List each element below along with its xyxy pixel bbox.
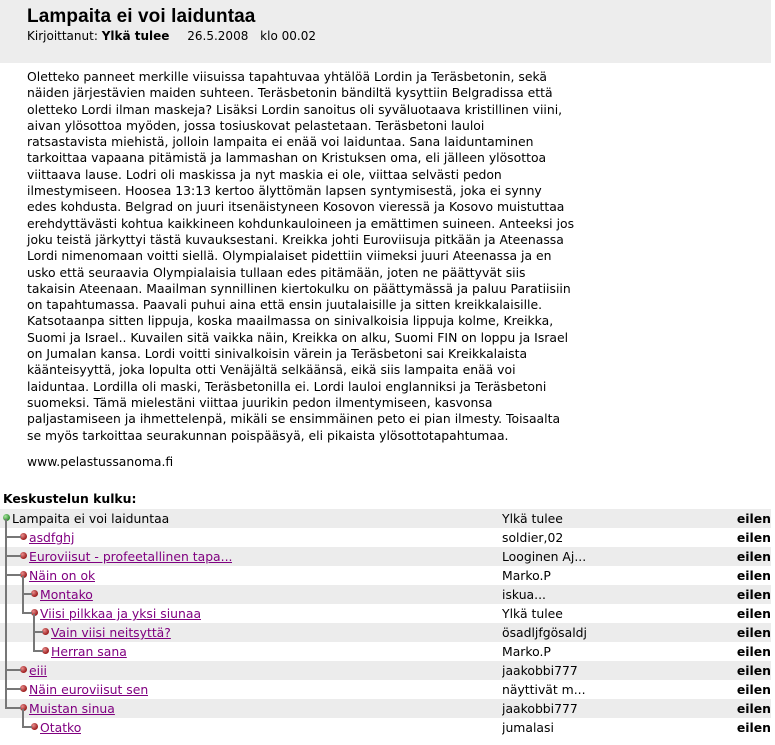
tree-connector-line xyxy=(5,536,21,538)
thread-author: näyttivät m... xyxy=(502,682,586,697)
thread-root-title: Lampaita ei voi laiduntaa xyxy=(12,511,170,526)
thread-tree xyxy=(0,509,775,737)
body-line: paljastamiseen ja ihmettelenpä, mikäli se ensimmäinen peto ei pian ilmesty. Toisaalta xyxy=(27,411,561,427)
body-line: aivan ylösottoa myöden, jossa tosiuskovat pelastetaan. Teräsbetoni lauloi xyxy=(27,117,485,133)
thread-subject xyxy=(29,549,232,564)
post-body xyxy=(27,69,627,444)
thread-author: Marko.P xyxy=(502,644,551,659)
thread-row[interactable] xyxy=(0,642,771,661)
byline-label: Kirjoittanut: xyxy=(27,29,98,43)
thread-subject xyxy=(40,587,93,602)
thread-subject xyxy=(29,701,115,716)
body-line: erehdyttävästi kohtua kaikkineen kohdunkauloineen ja emättimen suineen. Anteeksi jos xyxy=(27,215,575,231)
thread-date: eilen xyxy=(736,720,771,735)
tree-connector-line xyxy=(5,669,21,671)
body-line: Oletteko panneet merkille viisuissa tapahtuvaa yhtälöä Lordin ja Teräsbetonin, sekä xyxy=(27,69,548,84)
thread-row[interactable] xyxy=(0,547,771,566)
thread-reply-link[interactable]: eiii xyxy=(29,663,47,678)
body-line: käänteisyyttä, joka lopulta otti Venäjältä selkäänsä, eikä siis lampaita enää voi xyxy=(27,362,516,378)
thread-date: eilen xyxy=(736,682,771,697)
body-line: Lordi nimenomaan voitti siellä. Olympialaiset pidettiin viimeksi juuri Ateenassa ja en xyxy=(27,248,552,264)
thread-author: ösadljfgösaldj xyxy=(502,625,587,640)
thread-author: jaakobbi777 xyxy=(502,701,578,716)
tree-connector-line xyxy=(22,726,32,728)
tree-connector-line xyxy=(5,688,21,690)
thread-row[interactable] xyxy=(0,699,771,718)
tree-connector-line xyxy=(33,650,43,652)
body-line: Suomi ja Israel.. Kuvailen sitä vaikka näin, Kreikka on alku, Suomi FIN on loppu ja Israel xyxy=(27,329,569,345)
thread-row[interactable] xyxy=(0,718,771,737)
reply-bullet-icon xyxy=(31,723,38,730)
thread-subject xyxy=(51,625,171,640)
thread-reply-link[interactable]: Näin on ok xyxy=(29,568,96,583)
thread-author: Ylkä tulee xyxy=(502,511,563,526)
thread-date: eilen xyxy=(736,644,771,659)
body-line: viittaava lause. Lodri oli maskissa ja nyt maskia ei ole, viittaa selvästi pedon xyxy=(27,166,502,182)
post-byline xyxy=(27,29,316,43)
thread-date: eilen xyxy=(736,701,771,716)
thread-row[interactable] xyxy=(0,585,771,604)
tree-connector-line xyxy=(22,576,24,614)
reply-bullet-icon xyxy=(20,685,27,692)
post-author: Ylkä tulee xyxy=(101,29,170,43)
body-line: laiduntaa. Lordilla oli maski, Teräsbetonilla ei. Lordi lauloi englanniksi ja Teräsbetoni xyxy=(27,378,547,394)
body-line: on Jumalan kansa. Lordi voitti sinivalkoisin värein ja Teräsbetoni sai Kreikkalaista xyxy=(27,346,528,362)
thread-date: eilen xyxy=(736,606,771,621)
reply-bullet-icon xyxy=(42,647,49,654)
thread-reply-link[interactable]: Herran sana xyxy=(51,644,127,659)
thread-subject xyxy=(40,720,81,735)
thread-reply-link[interactable]: Euroviisut - profeetallinen tapa... xyxy=(29,549,233,564)
body-line: tarkoittaa vapaana pitämistä ja lammashan on Kristuksen oma, eli jälleen ylösottoa xyxy=(27,150,547,166)
thread-reply-link[interactable]: Vain viisi neitsyttä? xyxy=(51,625,171,640)
body-line: on tapahtumassa. Paavali puhui aina että ensin juutalaisille ja sitten kreikkalaisille. xyxy=(27,297,543,313)
reply-bullet-icon xyxy=(20,552,27,559)
tree-connector-line xyxy=(5,707,21,709)
body-line: oletteko Lordi ilman maskeja? Lisäksi Lordin sanoitus oli syväluotaava kristillinen viini, xyxy=(27,101,563,117)
thread-author: jaakobbi777 xyxy=(502,663,578,678)
thread-row[interactable] xyxy=(0,604,771,623)
reply-bullet-icon xyxy=(42,628,49,635)
body-line: usko että seuraavia Olympialaisia tullaan edes pitämään, joten ne päättyvät siis xyxy=(27,264,526,280)
thread-subject xyxy=(40,606,201,621)
thread-reply-link[interactable]: Muistan sinua xyxy=(29,701,115,716)
thread-row[interactable] xyxy=(0,623,771,642)
tree-connector-line xyxy=(5,555,21,557)
body-line: näiden järjestävien maiden suhteen. Teräsbetonin bändiltä kysyttiin Belgradissa että xyxy=(27,85,553,101)
reply-bullet-icon xyxy=(20,666,27,673)
body-line: takaisin Ateenaan. Maailman synnillinen kiertokulku on päättymässä ja paluu Paratiisiin xyxy=(27,280,571,296)
thread-reply-link[interactable]: asdfghj xyxy=(29,530,75,545)
source-url: www.pelastussanoma.fi xyxy=(27,454,174,469)
thread-row[interactable] xyxy=(0,566,771,585)
thread-subject xyxy=(29,568,95,583)
tree-connector-line xyxy=(22,612,32,614)
post-date: 26.5.2008 xyxy=(187,29,249,43)
tree-connector-line xyxy=(5,574,21,576)
thread-author: iskua... xyxy=(502,587,546,602)
thread-subject xyxy=(12,511,169,526)
body-line: edes kohdusta. Belgrad on juuri itsenäistyneen Kosovon vieressä ja Kosovo muistuttaa xyxy=(27,199,565,215)
thread-author: Looginen Aj... xyxy=(502,549,587,564)
thread-row[interactable] xyxy=(0,661,771,680)
body-line: se myös tarkoittaa seurakunnan poispääsyä, eli pikaista ylösottotapahtumaa. xyxy=(27,427,509,443)
body-line: suomeksi. Tämä mielestäni viittaa juurikin pedon ilmentymiseen, kasvonsa xyxy=(27,394,493,410)
thread-date: eilen xyxy=(736,549,771,564)
thread-date: eilen xyxy=(736,511,771,526)
body-line: ratsastavista miehistä, jolloin lampaita ei enää voi laiduntaa. Sana laiduntaminen xyxy=(27,134,534,150)
thread-reply-link[interactable]: Näin euroviisut sen xyxy=(29,682,149,697)
thread-reply-link[interactable]: Otatko xyxy=(40,720,82,735)
thread-date: eilen xyxy=(736,568,771,583)
thread-date: eilen xyxy=(736,587,771,602)
tree-connector-line xyxy=(33,614,35,652)
thread-date: eilen xyxy=(736,663,771,678)
thread-row[interactable] xyxy=(0,528,771,547)
thread-subject xyxy=(29,530,74,545)
thread-author: Ylkä tulee xyxy=(502,606,563,621)
thread-author: soldier,02 xyxy=(502,530,564,545)
post-time: klo 00.02 xyxy=(260,29,316,43)
body-line: ilmestymiseen. Hoosea 13:13 kertoo älyttömän lapsen syntymisestä, joka ei synny xyxy=(27,183,542,199)
tree-connector-line xyxy=(5,519,7,709)
thread-author: jumalasi xyxy=(502,720,554,735)
thread-reply-link[interactable]: Montako xyxy=(40,587,93,602)
thread-author: Marko.P xyxy=(502,568,551,583)
post-header xyxy=(0,0,771,63)
thread-heading: Keskustelun kulku: xyxy=(3,491,137,506)
body-line: joku teistä järkyttyi tästä kuvauksestani. Kreikka johti Euroviisuja pitkään ja Ateenassa xyxy=(27,231,564,247)
thread-row[interactable] xyxy=(0,509,771,528)
reply-bullet-icon xyxy=(31,590,38,597)
post-title: Lampaita ei voi laiduntaa xyxy=(27,6,256,27)
thread-subject xyxy=(29,663,47,678)
thread-subject xyxy=(51,644,127,659)
thread-row[interactable] xyxy=(0,680,771,699)
thread-reply-link[interactable]: Viisi pilkkaa ja yksi siunaa xyxy=(40,606,202,621)
reply-bullet-icon xyxy=(20,533,27,540)
body-line: Katsotaanpa sitten lippuja, koska maailmassa on sinivalkoisia lippuja kolme, Kreikka, xyxy=(27,313,554,329)
thread-subject xyxy=(29,682,148,697)
thread-date: eilen xyxy=(736,530,771,545)
thread-date: eilen xyxy=(736,625,771,640)
